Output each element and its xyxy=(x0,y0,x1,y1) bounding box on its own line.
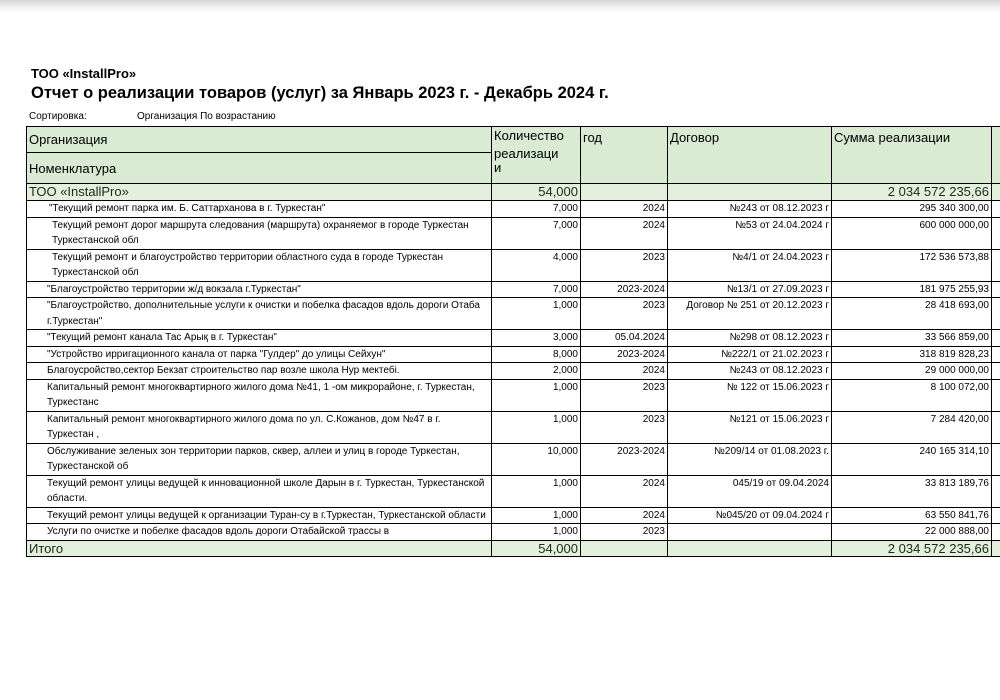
row-name: "Благоустройство, дополнительные услуги к очистки и побелка фасадов вдоль дороги Отаба г.Туркестан" xyxy=(27,298,492,330)
row-contract xyxy=(668,524,832,541)
row-contract: №121 от 15.06.2023 г xyxy=(668,411,832,443)
row-contract: Договор № 251 от 20.12.2023 г xyxy=(668,298,832,330)
row-quantity: 10,000 xyxy=(492,443,581,475)
row-name: "Устройство ирригационного канала от парка "Гулдер" до улицы Сейхун" xyxy=(27,346,492,363)
report-title: Отчет о реализации товаров (услуг) за Январь 2023 г. - Декабрь 2024 г. xyxy=(31,84,609,102)
row-name: "Благоустройство территории ж/д вокзала г.Туркестан" xyxy=(27,281,492,298)
sort-value: Организация По возрастанию xyxy=(137,111,276,122)
row-year: 2023-2024 xyxy=(581,346,668,363)
row-contract: №209/14 от 01.08.2023 г. xyxy=(668,443,832,475)
row-contract: №298 от 08.12.2023 г xyxy=(668,330,832,347)
row-contract: №222/1 от 21.02.2023 г xyxy=(668,346,832,363)
row-sum: 7 284 420,00 xyxy=(832,411,992,443)
table-row xyxy=(27,379,1000,411)
report-table xyxy=(26,126,1000,557)
total-label: Итого xyxy=(27,540,492,556)
header-contract: Договор xyxy=(668,127,832,184)
row-quantity: 1,000 xyxy=(492,524,581,541)
row-quantity: 8,000 xyxy=(492,346,581,363)
row-sum: 29 000 000,00 xyxy=(832,363,992,380)
header-quantity xyxy=(492,127,581,184)
table-row xyxy=(27,411,1000,443)
row-contract: №4/1 от 24.04.2023 г xyxy=(668,249,832,281)
group-name: ТОО «InstallPro» xyxy=(27,184,492,201)
row-year: 2024 xyxy=(581,475,668,507)
header-quantity-line1: Количество xyxy=(494,128,564,143)
row-name: "Текущий ремонт парка им. Б. Саттарханова в г. Туркестан" xyxy=(27,201,492,218)
row-quantity: 7,000 xyxy=(492,217,581,249)
row-name: Капитальный ремонт многоквартирного жилого дома по ул. С.Кожанов, дом №47 в г. Туркестан , xyxy=(27,411,492,443)
row-contract: №53 от 24.04.2024 г xyxy=(668,217,832,249)
row-sum: 33 566 859,00 xyxy=(832,330,992,347)
total-quantity: 54,000 xyxy=(492,540,581,556)
row-name: Текущий ремонт улицы ведущей к организации Туран-су в г.Туркестан, Туркестанской области xyxy=(27,507,492,524)
row-name: Услуги по очистке и побелке фасадов вдоль дороги Отабайской трассы в xyxy=(27,524,492,541)
group-row xyxy=(27,184,1000,201)
row-quantity: 7,000 xyxy=(492,201,581,218)
sort-label: Сортировка: xyxy=(29,111,87,122)
header-organization: Организация xyxy=(27,127,492,153)
row-sum: 600 000 000,00 xyxy=(832,217,992,249)
row-sum: 63 550 841,76 xyxy=(832,507,992,524)
row-year: 05.04.2024 xyxy=(581,330,668,347)
header-nomenclature: Номенклатура xyxy=(27,153,492,184)
table-row xyxy=(27,363,1000,380)
row-contract: № 122 от 15.06.2023 г xyxy=(668,379,832,411)
table-row xyxy=(27,443,1000,475)
row-quantity: 1,000 xyxy=(492,379,581,411)
row-quantity: 2,000 xyxy=(492,363,581,380)
row-sum: 28 418 693,00 xyxy=(832,298,992,330)
row-contract: №243 от 08.12.2023 г xyxy=(668,363,832,380)
row-year: 2023 xyxy=(581,524,668,541)
row-sum: 295 340 300,00 xyxy=(832,201,992,218)
table-row xyxy=(27,249,1000,281)
row-sum: 318 819 828,23 xyxy=(832,346,992,363)
row-contract: №243 от 08.12.2023 г xyxy=(668,201,832,218)
row-year: 2023 xyxy=(581,379,668,411)
row-quantity: 3,000 xyxy=(492,330,581,347)
group-sum: 2 034 572 235,66 xyxy=(832,184,992,201)
header-year: год xyxy=(581,127,668,184)
row-quantity: 7,000 xyxy=(492,281,581,298)
row-year: 2023 xyxy=(581,411,668,443)
row-quantity: 1,000 xyxy=(492,411,581,443)
row-quantity: 1,000 xyxy=(492,475,581,507)
header-sum: Сумма реализации xyxy=(832,127,992,184)
table-row xyxy=(27,507,1000,524)
header-quantity-line3: и xyxy=(494,160,502,175)
header-extra xyxy=(992,127,1000,184)
row-year: 2024 xyxy=(581,363,668,380)
table-row xyxy=(27,475,1000,507)
row-name: "Текущий ремонт канала Тас Арық в г. Туркестан" xyxy=(27,330,492,347)
row-quantity: 1,000 xyxy=(492,298,581,330)
row-year: 2024 xyxy=(581,201,668,218)
row-year: 2023-2024 xyxy=(581,281,668,298)
row-year: 2024 xyxy=(581,217,668,249)
row-name: Капитальный ремонт многоквартирного жилого дома №41, 1 -ом микрорайоне, г. Туркестан, Туркестанс xyxy=(27,379,492,411)
table-row xyxy=(27,330,1000,347)
row-quantity: 4,000 xyxy=(492,249,581,281)
row-year: 2024 xyxy=(581,507,668,524)
row-contract: 045/19 от 09.04.2024 xyxy=(668,475,832,507)
row-contract: №13/1 от 27.09.2023 г xyxy=(668,281,832,298)
table-row xyxy=(27,524,1000,541)
row-quantity: 1,000 xyxy=(492,507,581,524)
row-name: Обслуживание зеленых зон территории парков, сквер, аллеи и улиц в городе Туркестан, Туркестанской об xyxy=(27,443,492,475)
row-year: 2023 xyxy=(581,249,668,281)
row-sum: 22 000 888,00 xyxy=(832,524,992,541)
row-sum: 172 536 573,88 xyxy=(832,249,992,281)
row-contract: №045/20 от 09.04.2024 г xyxy=(668,507,832,524)
group-quantity: 54,000 xyxy=(492,184,581,201)
row-year: 2023-2024 xyxy=(581,443,668,475)
total-row xyxy=(27,540,1000,556)
table-row xyxy=(27,281,1000,298)
table-row xyxy=(27,298,1000,330)
row-name: Текущий ремонт и благоустройство территории областного суда в городе Туркестан Туркестанской обл xyxy=(27,249,492,281)
row-name: Текущий ремонт дорог маршрута следования (маршрута) охраняемог в городе Туркестан Туркестанской обл xyxy=(27,217,492,249)
row-year: 2023 xyxy=(581,298,668,330)
row-sum: 8 100 072,00 xyxy=(832,379,992,411)
company-name: ТОО «InstallPro» xyxy=(31,66,137,81)
table-row xyxy=(27,217,1000,249)
row-sum: 33 813 189,76 xyxy=(832,475,992,507)
total-sum: 2 034 572 235,66 xyxy=(832,540,992,556)
header-quantity-line2: реализаци xyxy=(494,146,559,161)
row-sum: 240 165 314,10 xyxy=(832,443,992,475)
table-row xyxy=(27,346,1000,363)
table-row xyxy=(27,201,1000,218)
row-sum: 181 975 255,93 xyxy=(832,281,992,298)
row-name: Благоусройство,сектор Бекзат строительство пар возле школа Нур мектебі. xyxy=(27,363,492,380)
row-name: Текущий ремонт улицы ведущей к инновационной школе Дарын в г. Туркестан, Туркестанской области. xyxy=(27,475,492,507)
